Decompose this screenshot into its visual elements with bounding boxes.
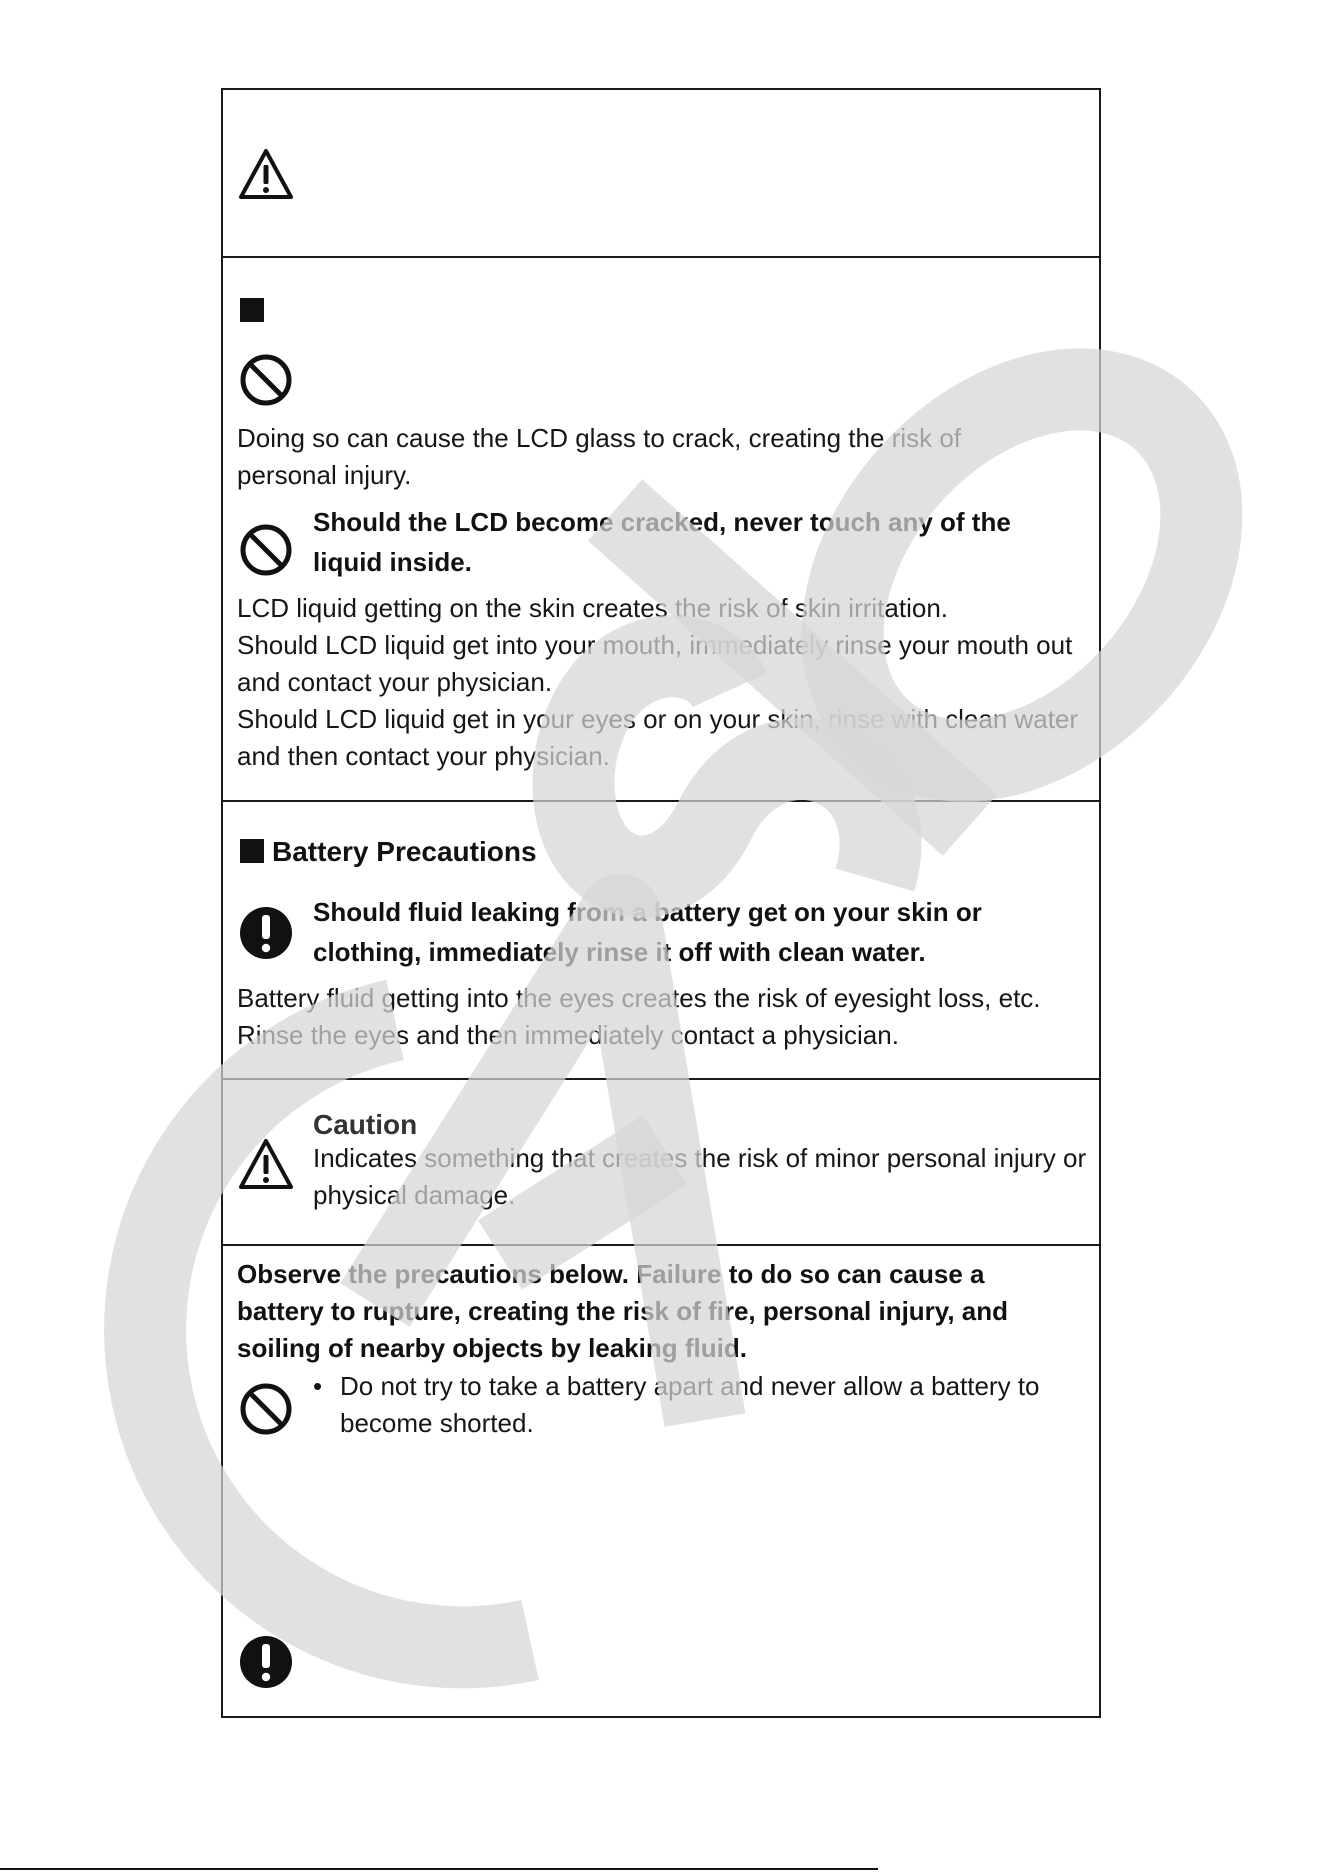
lcd-crack-risk-text: Doing so can cause the LCD glass to crack, creating the risk of personal injury. (237, 423, 962, 490)
battery-heading-label: Battery Precautions (272, 836, 537, 867)
caution-title: Caution (313, 1109, 418, 1140)
warning-header-section (223, 90, 1099, 256)
battery-heading (240, 834, 537, 870)
lcd-liquid-text (237, 590, 1087, 775)
lcd-liquid-line: Should LCD liquid get in your eyes or on your skin, rinse with clean water and then contact your physician. (237, 704, 1079, 771)
caution-description: Indicates something that creates the risk of minor personal injury or physical damage. (313, 1143, 1087, 1210)
lcd-liquid-line: Should LCD liquid get into your mouth, immediately rinse your mouth out and contact your physician. (237, 630, 1073, 697)
section-bullet-square (240, 298, 264, 322)
caution-section (223, 1078, 1099, 1244)
lcd-liquid-line: LCD liquid getting on the skin creates the risk of skin irritation. (237, 593, 949, 623)
battery-fluid-line: Battery fluid getting into the eyes creates the risk of eyesight loss, etc. (237, 983, 1041, 1013)
battery-fluid-warning: Should fluid leaking from a battery get on your skin or clothing, immediately rinse it off with clean water. (313, 897, 982, 967)
precautions-frame (221, 88, 1101, 1718)
bullet-dot: • (313, 1371, 323, 1401)
lcd-section (223, 256, 1099, 800)
lcd-liquid-warning: Should the LCD become cracked, never touch any of the liquid inside. (313, 507, 1011, 577)
exclamation-circle-icon (238, 905, 294, 961)
observe-section (223, 1244, 1099, 1716)
battery-section (223, 800, 1099, 1078)
observe-bullet-1 (313, 1368, 1093, 1442)
warning-triangle-icon (238, 1137, 294, 1193)
footer-rule (0, 1868, 878, 1870)
prohibited-circle-icon (238, 352, 294, 408)
exclamation-circle-icon (238, 1634, 294, 1690)
battery-fluid-line: Rinse the eyes and then immediately contact a physician. (237, 1020, 899, 1050)
observe-intro: Observe the precautions below. Failure to do so can cause a battery to rupture, creating the risk of fire, personal injury, and soiling of nearby objects by leaking fluid. (237, 1259, 1008, 1363)
prohibited-circle-icon (238, 522, 294, 578)
warning-triangle-icon (238, 147, 294, 203)
prohibited-circle-icon (238, 1381, 294, 1437)
observe-bullet-text: Do not try to take a battery apart and never allow a battery to become shorted. (340, 1371, 1040, 1438)
battery-fluid-text (237, 980, 1097, 1054)
section-bullet-square (240, 839, 264, 863)
